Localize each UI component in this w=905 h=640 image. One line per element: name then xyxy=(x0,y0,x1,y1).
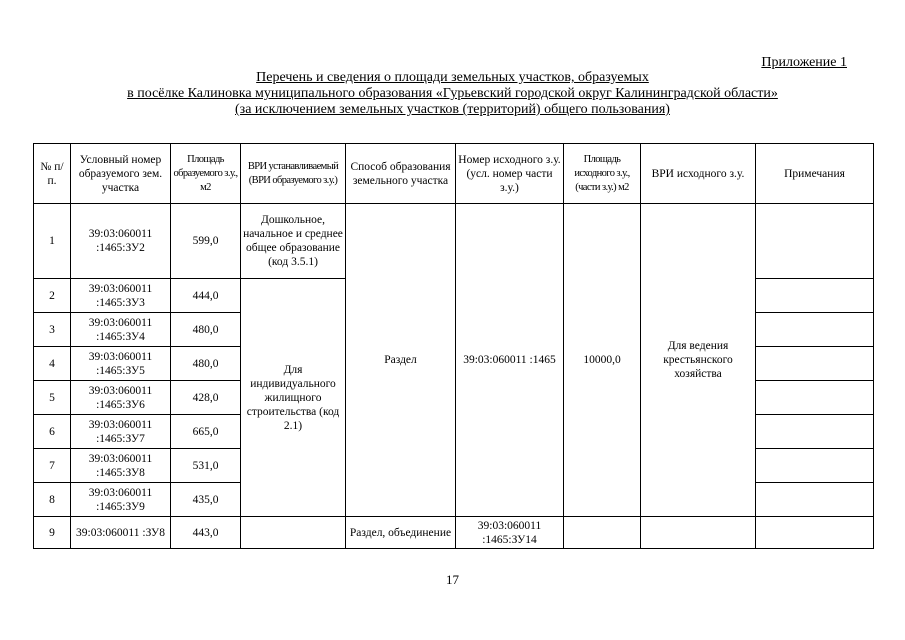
header-source-number: Номер исходного з.у. (усл. номер части з.у.) xyxy=(456,144,564,204)
row-area: 599,0 xyxy=(171,204,241,279)
row-area: 444,0 xyxy=(171,279,241,313)
notes-cell xyxy=(756,483,874,517)
source-vri-cell: Для ведения крестьянского хозяйства xyxy=(641,204,756,517)
notes-cell xyxy=(756,415,874,449)
source-area-cell xyxy=(564,517,641,549)
row-cond-number: 39:03:060011 :1465:ЗУ5 xyxy=(71,347,171,381)
row-cond-number: 39:03:060011 :1465:ЗУ8 xyxy=(71,449,171,483)
row-area: 443,0 xyxy=(171,517,241,549)
vri-housing-cell: Для индивидуального жилищного строительства (код 2.1) xyxy=(241,279,346,517)
row-cond-number: 39:03:060011 :1465:ЗУ9 xyxy=(71,483,171,517)
method-cell: Раздел xyxy=(346,204,456,517)
title-line-2: в посёлке Калиновка муниципального образования «Гурьевский городской округ Калининградской области» xyxy=(127,86,778,101)
row-cond-number: 39:03:060011 :1465:ЗУ2 xyxy=(71,204,171,279)
row-area: 480,0 xyxy=(171,313,241,347)
header-row xyxy=(34,144,874,204)
appendix-label: Приложение 1 xyxy=(761,55,847,70)
row-num: 7 xyxy=(34,449,71,483)
title-line-3: (за исключением земельных участков (территорий) общего пользования) xyxy=(235,102,670,117)
header-notes: Примечания xyxy=(756,144,874,204)
land-plots-table xyxy=(33,143,874,549)
source-number-cell: 39:03:060011 :1465:ЗУ14 xyxy=(456,517,564,549)
source-area-cell: 10000,0 xyxy=(564,204,641,517)
row-cond-number: 39:03:060011 :1465:ЗУ4 xyxy=(71,313,171,347)
vri-education-cell: Дошкольное, начальное и среднее общее образование (код 3.5.1) xyxy=(241,204,346,279)
row-area: 435,0 xyxy=(171,483,241,517)
header-num: № п/п. xyxy=(34,144,71,204)
row-num: 3 xyxy=(34,313,71,347)
row-area: 531,0 xyxy=(171,449,241,483)
source-vri-cell xyxy=(641,517,756,549)
notes-cell xyxy=(756,347,874,381)
row-cond-number: 39:03:060011 :ЗУ8 xyxy=(71,517,171,549)
row-num: 5 xyxy=(34,381,71,415)
row-cond-number: 39:03:060011 :1465:ЗУ3 xyxy=(71,279,171,313)
header-method: Способ образования земельного участка xyxy=(346,144,456,204)
row-cond-number: 39:03:060011 :1465:ЗУ7 xyxy=(71,415,171,449)
table-row xyxy=(34,204,874,279)
row-area: 428,0 xyxy=(171,381,241,415)
notes-cell xyxy=(756,279,874,313)
notes-cell xyxy=(756,204,874,279)
table-row xyxy=(34,517,874,549)
row-area: 480,0 xyxy=(171,347,241,381)
document-title xyxy=(0,70,905,118)
notes-cell xyxy=(756,517,874,549)
notes-cell xyxy=(756,313,874,347)
row-num: 8 xyxy=(34,483,71,517)
row-num: 2 xyxy=(34,279,71,313)
page-number: 17 xyxy=(446,572,459,587)
header-vri: ВРИ устанавливаемый (ВРИ образуемого з.у.) xyxy=(241,144,346,204)
row-num: 4 xyxy=(34,347,71,381)
row-num: 9 xyxy=(34,517,71,549)
header-source-vri: ВРИ исходного з.у. xyxy=(641,144,756,204)
method-cell: Раздел, объединение xyxy=(346,517,456,549)
header-cond-number: Условный номер образуемого зем. участка xyxy=(71,144,171,204)
row-cond-number: 39:03:060011 :1465:ЗУ6 xyxy=(71,381,171,415)
header-area: Площадь образуемого з.у., м2 xyxy=(171,144,241,204)
row-num: 1 xyxy=(34,204,71,279)
title-line-1: Перечень и сведения о площади земельных участков, образуемых xyxy=(256,70,649,85)
source-number-cell: 39:03:060011 :1465 xyxy=(456,204,564,517)
notes-cell xyxy=(756,381,874,415)
row-num: 6 xyxy=(34,415,71,449)
row-area: 665,0 xyxy=(171,415,241,449)
header-source-area: Площадь исходного з.у., (части з.у.) м2 xyxy=(564,144,641,204)
notes-cell xyxy=(756,449,874,483)
vri-empty-cell xyxy=(241,517,346,549)
